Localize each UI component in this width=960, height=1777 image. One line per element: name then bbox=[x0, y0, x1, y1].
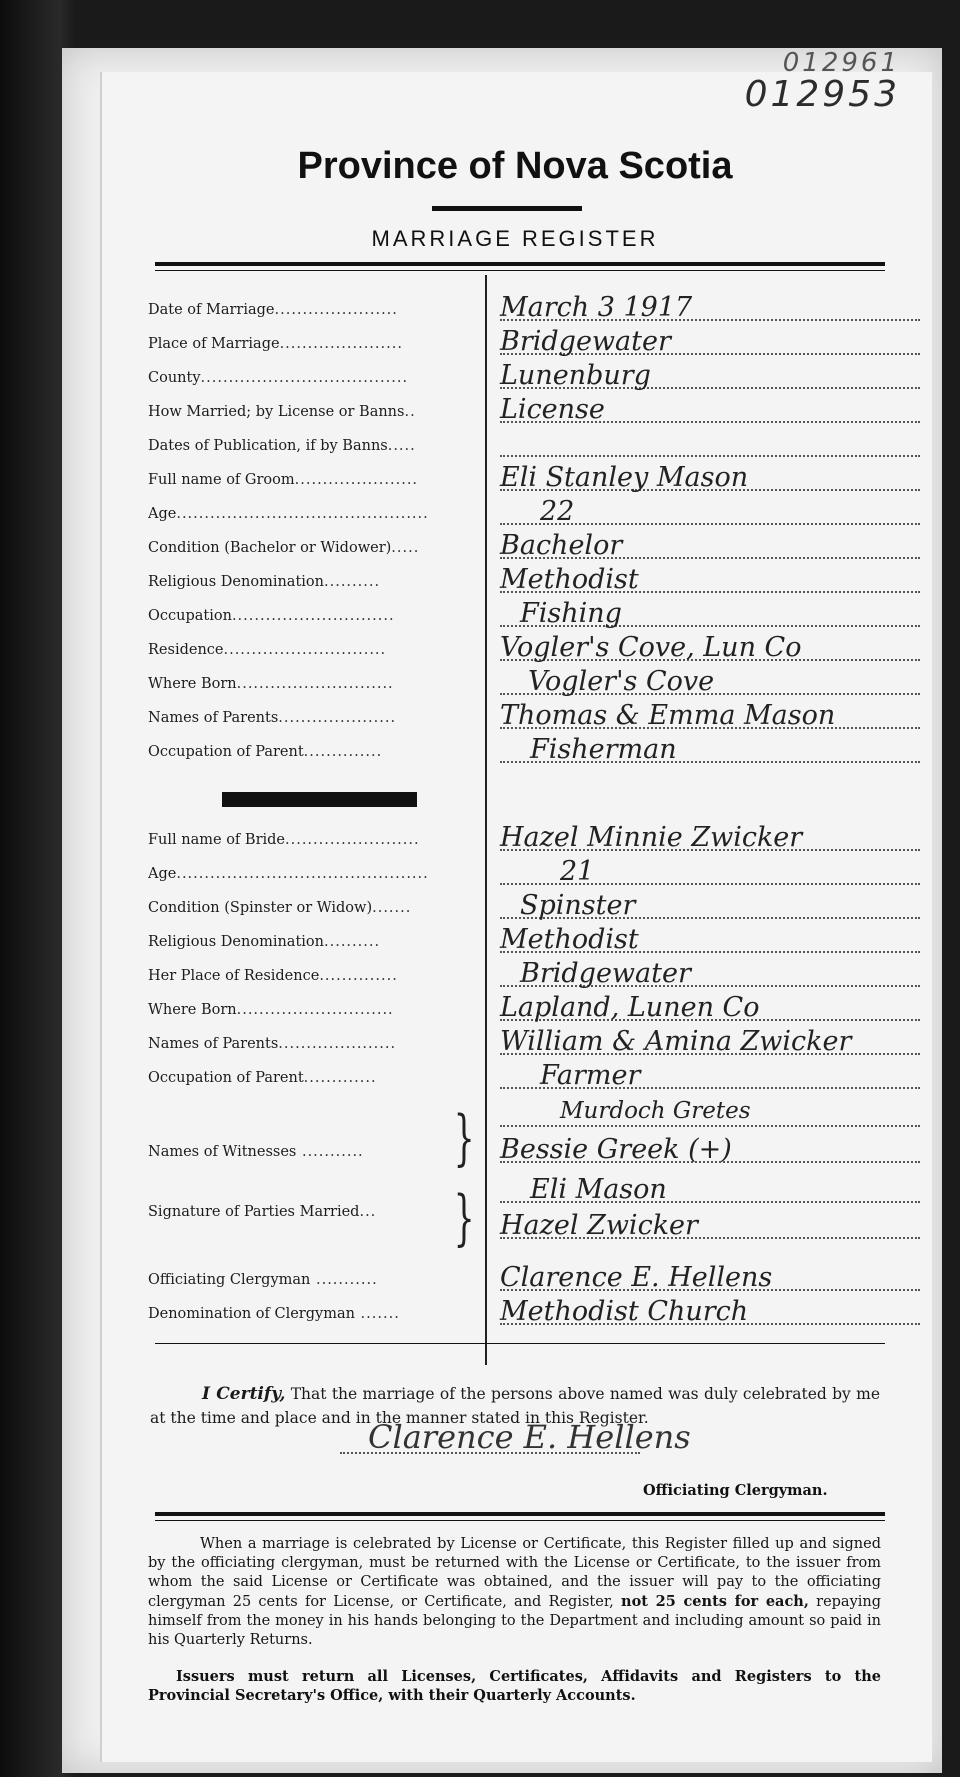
witness-name: Murdoch Gretes bbox=[560, 1098, 751, 1124]
field-label: Dates of Publication, if by Banns..... bbox=[148, 438, 416, 454]
field-row bbox=[148, 1026, 928, 1064]
field-row bbox=[148, 432, 928, 466]
witnesses-brace: } bbox=[453, 1103, 475, 1173]
field-value: Bachelor bbox=[500, 530, 623, 561]
field-label: Full name of Groom...................... bbox=[148, 472, 419, 488]
witness-row bbox=[148, 1134, 928, 1172]
parties-brace: } bbox=[453, 1183, 475, 1253]
field-value: Bridgewater bbox=[520, 958, 691, 989]
field-label: Names of Parents..................... bbox=[148, 710, 397, 726]
party-signature: Hazel Zwicker bbox=[500, 1210, 698, 1241]
witness-row bbox=[148, 1098, 928, 1136]
field-value: Lunenburg bbox=[500, 360, 651, 391]
field-row bbox=[148, 1262, 928, 1300]
notice-bold: not 25 cents for each, bbox=[621, 1593, 809, 1610]
field-label: Denomination of Clergyman ....... bbox=[148, 1306, 400, 1322]
field-value: Spinster bbox=[520, 890, 636, 921]
field-value: Bridgewater bbox=[500, 326, 671, 357]
field-row bbox=[148, 326, 928, 364]
field-value: Clarence E. Hellens bbox=[500, 1262, 773, 1293]
field-label: Officiating Clergyman ........... bbox=[148, 1272, 378, 1288]
serial-number: 012953 bbox=[744, 74, 900, 115]
field-label: Place of Marriage...................... bbox=[148, 336, 403, 352]
field-value: Farmer bbox=[540, 1060, 641, 1091]
field-label: Religious Denomination.......... bbox=[148, 574, 381, 590]
field-row bbox=[148, 992, 928, 1030]
field-value: Methodist bbox=[500, 924, 639, 955]
issuers-text: Issuers must return all Licenses, Certificates, Affidavits and Registers to the Provincial Secretary's Office, with their Quarterly Accounts. bbox=[148, 1668, 881, 1704]
field-value: 21 bbox=[560, 856, 595, 887]
field-row bbox=[148, 924, 928, 962]
field-value: Vogler's Cove, Lun Co bbox=[500, 632, 802, 663]
field-label: Occupation of Parent.............. bbox=[148, 744, 383, 760]
field-label: Full name of Bride........................ bbox=[148, 832, 420, 848]
field-label: Where Born............................ bbox=[148, 676, 394, 692]
issuers-notice bbox=[148, 1667, 881, 1705]
header-rule-thin bbox=[155, 270, 885, 271]
field-label: County..................................... bbox=[148, 370, 409, 386]
field-row bbox=[148, 1296, 928, 1334]
field-value: Fishing bbox=[520, 598, 622, 629]
header-rule-thick bbox=[155, 262, 885, 266]
party-row bbox=[148, 1204, 928, 1248]
certify-body: That the marriage of the persons above named was duly celebrated by me at the time and place and in the manner stated in this Register. bbox=[150, 1385, 880, 1427]
field-label: Condition (Spinster or Widow)....... bbox=[148, 900, 412, 916]
return-notice bbox=[148, 1535, 881, 1650]
field-label: Religious Denomination.......... bbox=[148, 934, 381, 950]
serial-numbers bbox=[700, 48, 900, 115]
field-row bbox=[148, 958, 928, 996]
field-value: 22 bbox=[540, 496, 575, 527]
section-divider-bar bbox=[222, 792, 417, 807]
witness-name: Bessie Greek (+) bbox=[500, 1134, 732, 1165]
field-row bbox=[148, 666, 928, 704]
field-value: March 3 1917 bbox=[500, 292, 693, 323]
dotted-line bbox=[500, 1125, 920, 1127]
field-row bbox=[148, 496, 928, 534]
page-title: Province of Nova Scotia bbox=[297, 145, 733, 187]
field-row bbox=[148, 394, 928, 432]
field-label: Occupation............................. bbox=[148, 608, 395, 624]
field-label: Signature of Parties Married... bbox=[148, 1204, 377, 1220]
title-underline bbox=[432, 206, 582, 211]
field-row bbox=[148, 734, 928, 772]
field-value: Methodist Church bbox=[500, 1296, 749, 1327]
field-label: Age............................................. bbox=[148, 506, 429, 522]
field-row bbox=[148, 360, 928, 398]
field-value: William & Amina Zwicker bbox=[500, 1026, 852, 1057]
field-label: How Married; by License or Banns.. bbox=[148, 404, 416, 420]
signature-caption: Officiating Clergyman. bbox=[643, 1482, 828, 1499]
field-row bbox=[148, 462, 928, 500]
field-value: Eli Stanley Mason bbox=[500, 462, 749, 493]
notice-part-1: When a marriage is celebrated by License or Certificate, this Register filled up and signed by the officiating clergyman, must be returned with the License or Certificate, to the issuer from whom the said License or Certificate was obtained, and the issuer will pay to the officiating clergyman 25 cents for License, or Certificate, and Register, bbox=[148, 1536, 881, 1610]
footer-rule-thick bbox=[155, 1512, 885, 1516]
field-row bbox=[148, 564, 928, 602]
field-row bbox=[148, 822, 928, 860]
field-label: Occupation of Parent............. bbox=[148, 1070, 377, 1086]
field-row bbox=[148, 292, 928, 330]
field-label: Names of Witnesses ........... bbox=[148, 1144, 364, 1160]
field-row bbox=[148, 856, 928, 894]
field-row bbox=[148, 1060, 928, 1098]
field-value: Lapland, Lunen Co bbox=[500, 992, 760, 1023]
old-serial-number: 012961 bbox=[782, 48, 900, 74]
field-row bbox=[148, 890, 928, 928]
party-signature: Eli Mason bbox=[530, 1174, 667, 1205]
field-row bbox=[148, 598, 928, 636]
certify-lead: I Certify, bbox=[202, 1384, 286, 1404]
field-label: Condition (Bachelor or Widower)..... bbox=[148, 540, 420, 556]
field-value: Hazel Minnie Zwicker bbox=[500, 822, 803, 853]
field-value: Vogler's Cove bbox=[528, 666, 715, 697]
footer-rule-thin bbox=[155, 1520, 885, 1521]
field-label: Residence............................. bbox=[148, 642, 387, 658]
section-rule bbox=[155, 1343, 885, 1344]
dotted-line bbox=[500, 455, 920, 457]
field-value: Fisherman bbox=[530, 734, 677, 765]
field-label: Names of Parents..................... bbox=[148, 1036, 397, 1052]
field-label: Age............................................. bbox=[148, 866, 429, 882]
field-value: Thomas & Emma Mason bbox=[500, 700, 836, 731]
field-row bbox=[148, 632, 928, 670]
field-label: Her Place of Residence.............. bbox=[148, 968, 398, 984]
clergyman-signature: Clarence E. Hellens bbox=[368, 1418, 691, 1456]
register-subtitle: MARRIAGE REGISTER bbox=[371, 226, 659, 251]
signature-line bbox=[340, 1452, 640, 1454]
field-row bbox=[148, 700, 928, 738]
field-value: License bbox=[500, 394, 605, 425]
field-row bbox=[148, 530, 928, 568]
field-label: Date of Marriage...................... bbox=[148, 302, 398, 318]
field-label: Where Born............................ bbox=[148, 1002, 394, 1018]
notice-part-2: repaying himself from the money in his hands belonging to the Department and including amount so paid in his Quarterly Returns. bbox=[148, 1594, 882, 1648]
field-value: Methodist bbox=[500, 564, 639, 595]
